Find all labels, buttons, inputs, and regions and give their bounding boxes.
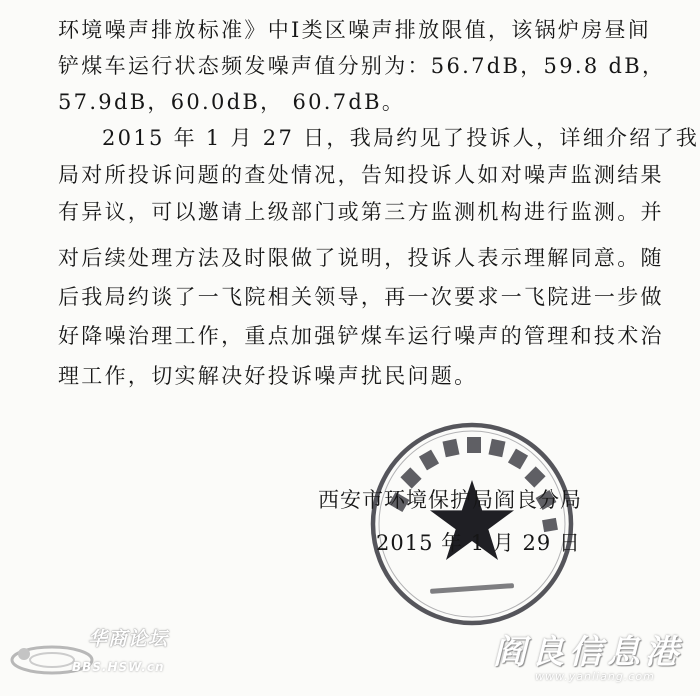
forum-url-watermark: BBS.HSW.cn	[72, 660, 165, 674]
body-line-2: 铲煤车运行状态频发噪声值分别为：56.7dB，59.8 dB，	[58, 54, 666, 78]
body-line-1: 环境噪声排放标准》中Ⅰ类区噪声排放限值，该锅炉房昼间	[58, 18, 652, 42]
body-line-3: 57.9dB，60.0dB， 60.7dB。	[58, 90, 406, 114]
seal-serial-number	[430, 583, 514, 594]
body-line-7: 对后续处理方法及时限做了说明，投诉人表示理解同意。随	[58, 246, 664, 270]
body-line-9: 好降噪治理工作，重点加强铲煤车运行噪声的管理和技术治	[58, 324, 664, 348]
signature-organization: 西安市环境保护局阎良分局	[318, 488, 582, 512]
site-url-watermark: www.yanliang.com	[535, 670, 655, 683]
signature-date: 2015 年 1 月 29 日	[376, 531, 581, 555]
body-line-6: 有异议，可以邀请上级部门或第三方监测机构进行监测。并	[58, 200, 664, 224]
body-line-10: 理工作，切实解决好投诉噪声扰民问题。	[58, 364, 478, 388]
official-seal	[366, 418, 578, 630]
body-line-8: 后我局约谈了一飞院相关领导，再一次要求一飞院进一步做	[58, 285, 664, 309]
site-name-watermark: 阎良信息港	[493, 632, 683, 671]
forum-name-watermark: 华商论坛	[88, 628, 169, 650]
body-line-4: 2015 年 1 月 27 日，我局约见了投诉人，详细介绍了我	[102, 126, 700, 150]
body-line-5: 局对所投诉问题的查处情况，告知投诉人如对噪声监测结果	[58, 163, 664, 187]
